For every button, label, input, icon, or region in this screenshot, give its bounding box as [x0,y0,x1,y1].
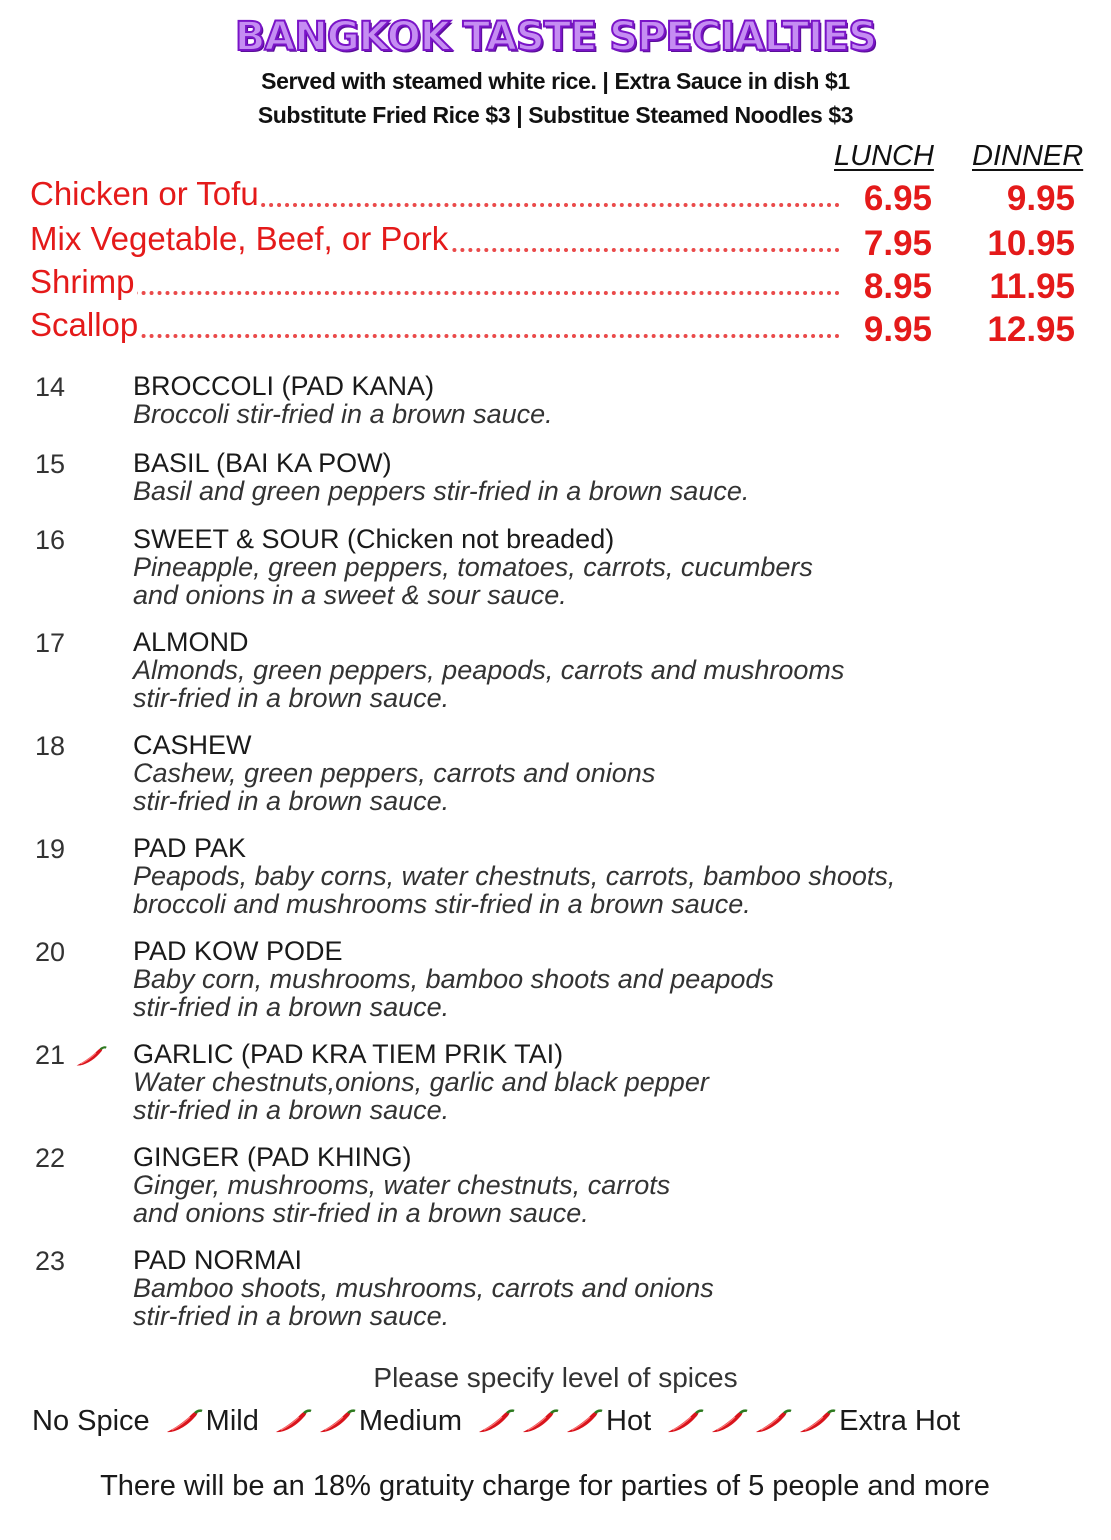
price-row [30,263,1090,307]
item-number: 23 [35,1246,66,1276]
chili-icon [164,1409,204,1435]
chili-icon [709,1409,749,1435]
item-number: 18 [35,731,66,761]
dinner-price: 12.95 [987,310,1075,349]
dinner-price: 11.95 [989,267,1075,306]
item-name [133,834,895,862]
item-name-main: BASIL (BAI KA POW) [133,448,392,478]
chili-icon [273,1409,313,1435]
price-row [30,175,1090,219]
item-name [133,372,553,400]
spice-level-label: No Spice [32,1405,150,1437]
chili-icon [564,1409,604,1435]
spice-level-label: Extra Hot [839,1405,961,1437]
item-number: 14 [35,372,66,402]
substitute-note: Substitute Fried Rice $3 | Substitue Steamed Noodles $3 [257,102,854,128]
item-description: Cashew, green peppers, carrots and onions stir-fried in a brown sauce. [133,758,656,816]
spice-level-label: Medium [358,1405,462,1437]
dinner-price: 9.95 [1006,179,1075,218]
item-description: Baby corn, mushrooms, bamboo shoots and peapods stir-fried in a brown sauce. [133,964,774,1022]
item-number: 20 [35,937,66,967]
chili-icon [520,1409,560,1435]
chili-icon [797,1409,837,1435]
dot-leader [30,334,840,338]
item-name [133,1040,709,1068]
chili-icon [753,1409,793,1435]
item-name [133,1143,670,1171]
menu-title: BANGKOK TASTE SPECIALTIES [234,14,877,60]
item-description: Basil and green peppers stir-fried in a brown sauce. [133,476,750,506]
price-row [30,220,1090,264]
price-row-label: Chicken or Tofu [30,175,259,212]
item-name-extra: (PAD KANA) [274,371,435,401]
item-name-extra: (PAD KRA TIEM PRIK TAI) [233,1039,564,1069]
item-name [133,937,774,965]
chili-icon [665,1409,705,1435]
item-description: Broccoli stir-fried in a brown sauce. [133,399,553,429]
item-description: Water chestnuts,onions, garlic and black pepper stir-fried in a brown sauce. [133,1067,709,1125]
item-name-main: PAD KOW PODE [133,936,343,966]
lunch-column-header: LUNCH [834,140,934,172]
price-row [30,306,1090,350]
dinner-price: 10.95 [987,224,1075,263]
item-description: Bamboo shoots, mushrooms, carrots and onions stir-fried in a brown sauce. [133,1273,714,1331]
lunch-price: 9.95 [863,310,932,349]
price-row-label: Scallop [30,306,139,343]
item-name-extra: (Chicken not breaded) [339,524,615,554]
rice-note: Served with steamed white rice. | Extra Sauce in dish $1 [261,68,850,94]
item-number: 15 [35,449,66,479]
price-row-label: Mix Vegetable, Beef, or Pork [30,220,449,257]
spice-level-label: Mild [205,1405,259,1437]
lunch-price: 8.95 [863,267,932,306]
item-description: Almonds, green peppers, peapods, carrots and mushrooms stir-fried in a brown sauce. [133,655,845,713]
item-name-main: PAD NORMAI [133,1245,303,1275]
item-name-main: GARLIC [133,1039,234,1069]
item-number: 17 [35,628,66,658]
lunch-price: 7.95 [863,224,932,263]
item-name-main: PAD PAK [133,833,247,863]
item-number: 16 [35,525,66,555]
item-name [133,731,655,759]
dinner-column-header: DINNER [972,140,1084,172]
spice-level-label: Hot [606,1405,652,1437]
item-name [133,628,844,656]
item-name-main: CASHEW [133,730,252,760]
chili-icon [74,1046,108,1068]
chili-icon [317,1409,357,1435]
item-number: 22 [35,1143,66,1173]
item-name [133,525,813,553]
item-name [133,449,749,477]
item-name [133,1246,714,1274]
item-number: 19 [35,834,66,864]
item-name-main: SWEET & SOUR [133,524,340,554]
price-row-label: Shrimp [30,263,135,300]
item-name-main: ALMOND [133,627,249,657]
chili-icon [476,1409,516,1435]
item-number: 21 [35,1040,66,1070]
spice-note: Please specify level of spices [373,1362,738,1393]
item-name-extra: (PAD KHING) [239,1142,412,1172]
spice-levels [32,1405,1092,1438]
gratuity-note: There will be an 18% gratuity charge for parties of 5 people and more [100,1470,990,1502]
lunch-price: 6.95 [863,179,932,218]
item-name-main: BROCCOLI [133,371,275,401]
item-description: Peapods, baby corns, water chestnuts, carrots, bamboo shoots, broccoli and mushrooms stir-fried in a brown sauce. [133,861,896,919]
item-description: Pineapple, green peppers, tomatoes, carrots, cucumbers and onions in a sweet & sour sauce. [133,552,813,610]
dot-leader [30,291,840,295]
item-description: Ginger, mushrooms, water chestnuts, carrots and onions stir-fried in a brown sauce. [133,1170,671,1228]
item-name-main: GINGER [133,1142,240,1172]
